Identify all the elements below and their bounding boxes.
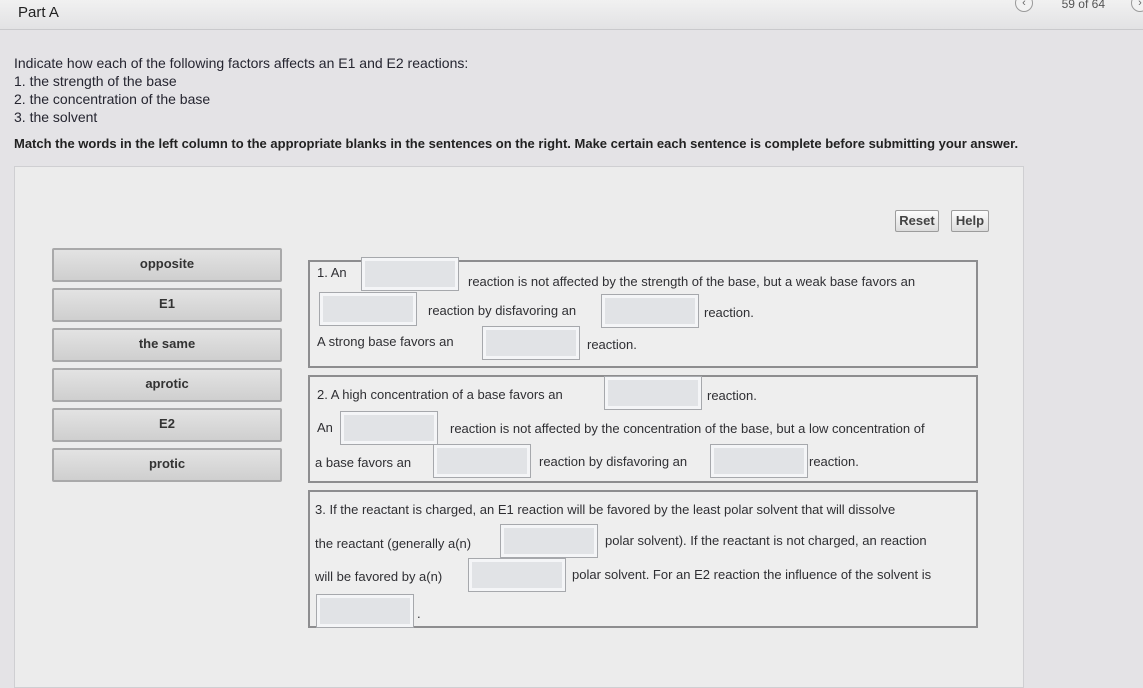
drop-blank[interactable]	[604, 376, 702, 410]
factor-item: 2. the concentration of the base	[14, 91, 211, 107]
drop-blank[interactable]	[468, 558, 566, 592]
match-instruction: Match the words in the left column to the appropriate blanks in the sentences on the right. Make certain each sentence is complete before submitting your answer.	[14, 136, 1019, 151]
word-tile-opposite[interactable]: opposite	[52, 248, 282, 282]
part-title: Part A	[18, 4, 59, 21]
question-intro: Indicate how each of the following factors affects an E1 and E2 reactions:	[14, 55, 469, 71]
sentence-text: reaction by disfavoring an	[428, 303, 577, 318]
factor-item: 1. the strength of the base	[14, 73, 177, 89]
drop-blank[interactable]	[482, 326, 580, 360]
sentence-text: will be favored by a(n)	[315, 569, 443, 584]
word-tile-protic[interactable]: protic	[52, 448, 282, 482]
header-bar	[0, 0, 1143, 30]
help-button[interactable]: Help	[951, 210, 989, 232]
question-instructions	[14, 54, 468, 126]
word-tile-e1[interactable]: E1	[52, 288, 282, 322]
drop-blank[interactable]	[601, 294, 699, 328]
sentence-text: reaction is not affected by the concentration of the base, but a low concentration of	[450, 421, 925, 436]
sentence-text: 3. If the reactant is charged, an E1 reaction will be favored by the least polar solvent that will dissolve	[315, 502, 896, 517]
chevron-right-icon[interactable]: ›	[1131, 0, 1143, 12]
drop-blank[interactable]	[433, 444, 531, 478]
sentence-text: reaction.	[704, 305, 754, 320]
sentence-text: reaction.	[809, 454, 859, 469]
drop-blank[interactable]	[710, 444, 808, 478]
sentence-text: a base favors an	[315, 455, 412, 470]
sentence-text: reaction.	[707, 388, 757, 403]
sentence-text: A strong base favors an	[317, 334, 454, 349]
word-tile-aprotic[interactable]: aprotic	[52, 368, 282, 402]
sentence-text: polar solvent. For an E2 reaction the influence of the solvent is	[572, 567, 932, 582]
reset-button[interactable]: Reset	[895, 210, 939, 232]
sentence-text: 2. A high concentration of a base favors an	[317, 387, 563, 402]
drop-blank[interactable]	[316, 594, 414, 628]
sentence-text: An	[317, 420, 333, 435]
sentence-text: the reactant (generally a(n)	[315, 536, 472, 551]
drop-blank[interactable]	[340, 411, 438, 445]
chevron-left-icon[interactable]: ‹	[1015, 0, 1033, 12]
sentence-text: 1. An	[317, 265, 347, 280]
word-tile-e2[interactable]: E2	[52, 408, 282, 442]
drop-blank[interactable]	[500, 524, 598, 558]
drop-blank[interactable]	[361, 257, 459, 291]
factor-item: 3. the solvent	[14, 109, 98, 125]
sentence-text: reaction by disfavoring an	[539, 454, 688, 469]
sentence-text: polar solvent). If the reactant is not charged, an reaction	[605, 533, 927, 548]
sentence-text: reaction.	[587, 337, 637, 352]
drop-blank[interactable]	[319, 292, 417, 326]
page-counter: 59 of 64	[1061, 0, 1105, 11]
sentence-text: .	[417, 606, 421, 621]
word-tile-the-same[interactable]: the same	[52, 328, 282, 362]
sentence-text: reaction is not affected by the strength of the base, but a weak base favors an	[468, 274, 916, 289]
